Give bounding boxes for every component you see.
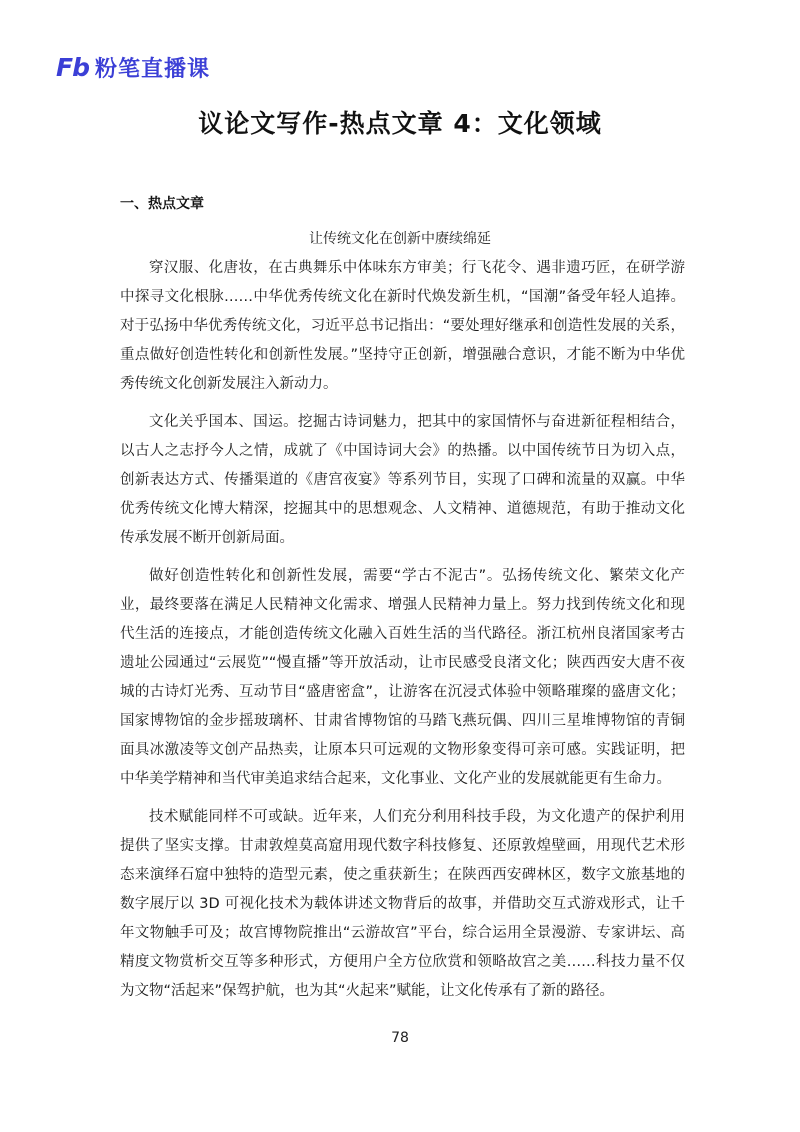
page-number: 78 [391, 1030, 409, 1046]
article-title: 让传统文化在创新中赓续绵延 [309, 231, 491, 247]
page-title: 议论文写作-热点文章 4：文化领域 [198, 109, 602, 138]
brand-logo [56, 52, 210, 83]
paragraph: 做好创造性转化和创新性发展，需要“学古不泥古”。弘扬传统文化、繁荣文化产业，最终要落在满足人民精神文化需求、增强人民精神力量上。努力找到传统文化和现代生活的连接点，才能创造传统文化融入百姓生活的当代路径。浙江杭州良渚国家考古遗址公园通过“云展览”“慢直播”等开放活动，让市民感受良渚文化；陕西西安大唐不夜城的古诗灯光秀、互动节目“盛唐密盒”，让游客在沉浸式体验中领略璀璨的盛唐文化；国家博物馆的金步摇玻璃杯、甘肃省博物馆的马踏飞燕玩偶、四川三星堆博物馆的青铜面具冰激凌等文创产品热卖，让原本只可远观的文物形象变得可亲可感。实践证明，把中华美学精神和当代审美追求结合起来，文化事业、文化产业的发展就能更有生命力。 [120, 568, 685, 787]
paragraph: 穿汉服、化唐妆，在古典舞乐中体味东方审美；行飞花令、遇非遗巧匠，在研学游中探寻文化根脉……中华优秀传统文化在新时代焕发新生机，“国潮”备受年轻人追捧。对于弘扬中华优秀传统文化，习近平总书记指出：“要处理好继承和创造性发展的关系，重点做好创造性转化和创新性发展。”坚持守正创新，增强融合意识，才能不断为中华优秀传统文化创新发展注入新动力。 [120, 260, 685, 392]
logo-mark: Fb [56, 53, 89, 82]
article-body [120, 254, 685, 1015]
paragraph: 技术赋能同样不可或缺。近年来，人们充分利用科技手段，为文化遗产的保护利用提供了坚实支撑。甘肃敦煌莫高窟用现代数字科技修复、还原敦煌壁画，用现代艺术形态来演绎石窟中独特的造型元素，使之重获新生；在陕西西安碑林区，数字文旅基地的数字展厅以 3D 可视化技术为载体讲述文物背后的故事，并借助交互式游戏形式，让千年文物触手可及；故宫博物院推出“云游故宫”平台，综合运用全景漫游、专家讲坛、高精度文物赏析交互等多种形式，方便用户全方位欣赏和领略故宫之美……科技力量不仅为文物“活起来”保驾护航，也为其“火起来”赋能，让文化传承有了新的路径。 [120, 809, 685, 999]
logo-text: 粉笔直播课 [94, 57, 210, 82]
paragraph: 文化关乎国本、国运。挖掘古诗词魅力，把其中的家国情怀与奋进新征程相结合，以古人之志抒今人之情，成就了《中国诗词大会》的热播。以中国传统节日为切入点，创新表达方式、传播渠道的《唐宫夜宴》等系列节目，实现了口碑和流量的双赢。中华优秀传统文化博大精深，挖掘其中的思想观念、人文精神、道德规范，有助于推动文化传承发展不断开创新局面。 [120, 414, 685, 546]
section-heading: 一、热点文章 [120, 196, 204, 212]
